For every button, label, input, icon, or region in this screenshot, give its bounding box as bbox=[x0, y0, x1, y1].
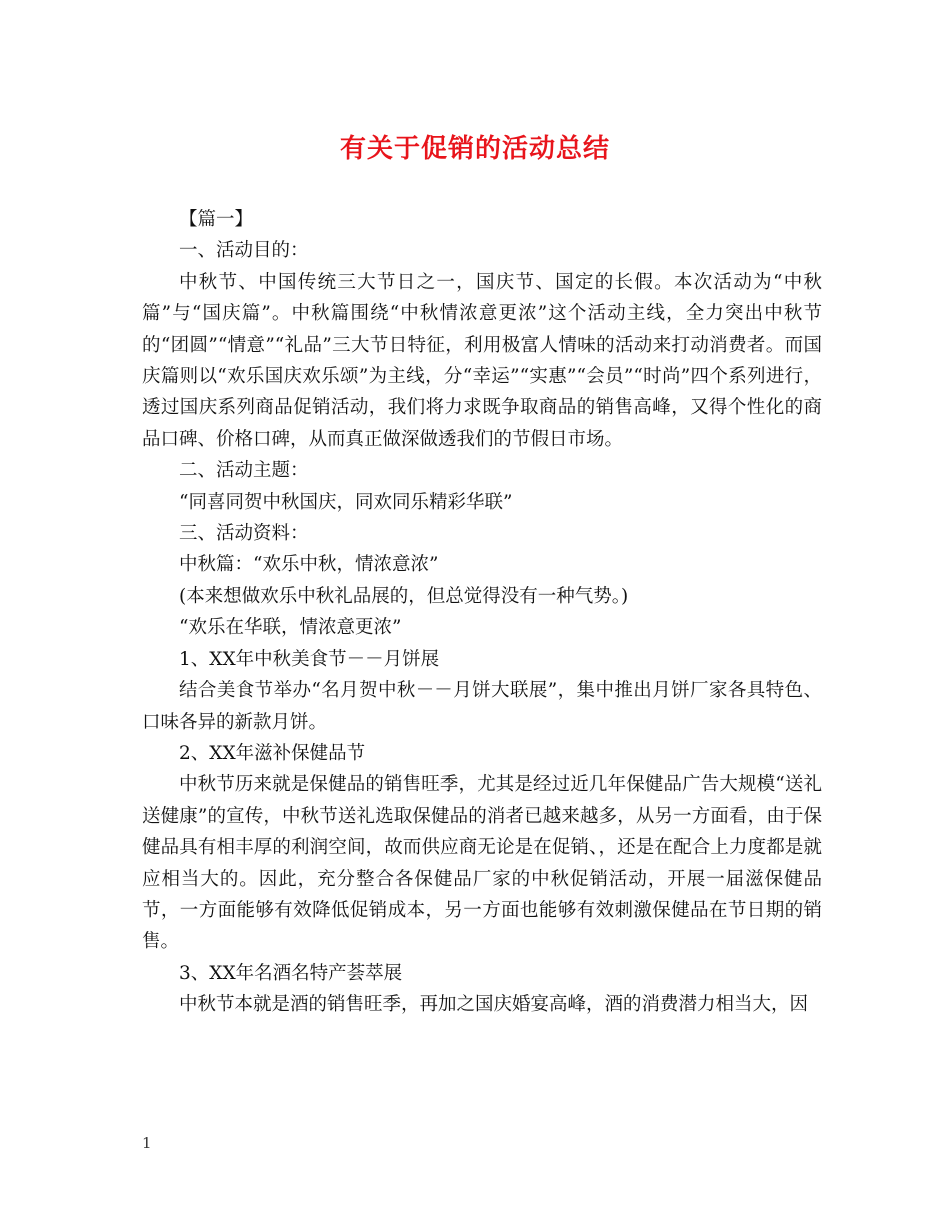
paragraph: 3、XX年名酒名特产荟萃展 bbox=[179, 962, 403, 984]
paragraph: 【篇一】 bbox=[179, 209, 254, 230]
paragraph: 结合美食节举办“名月贺中秋－－月饼大联展”，集中推出月饼厂家各具特色、口味各异的新款月饼。 bbox=[142, 680, 822, 733]
paragraph: 三、活动资料： bbox=[179, 523, 309, 545]
paragraph: 二、活动主题： bbox=[179, 460, 309, 482]
paragraph: “同喜同贺中秋国庆，同欢同乐精彩华联” bbox=[179, 491, 513, 513]
document-title: 有关于促销的活动总结 bbox=[339, 134, 610, 164]
paragraph: 中秋节本就是酒的销售旺季，再加之国庆婚宴高峰，酒的消费潜力相当大，因 bbox=[179, 994, 809, 1016]
paragraph: 中秋节、中国传统三大节日之一，国庆节、国定的长假。本次活动为“中秋篇”与“国庆篇”。中秋篇围绕“中秋情浓意更浓”这个活动主线，全力突出中秋节的“团圆”“情意”“礼品”三大节日特征，利用极富人情味的活动来打动消费者。而国庆篇则以“欢乐国庆欢乐颂”为主线，分“幸运”“实惠”“会员”“时尚”四个系列进行，透过国庆系列商品促销活动，我们将力求既争取商品的销售高峰，又得个性化的商品口碑、价格口碑，从而真正做深做透我们的节假日市场。 bbox=[142, 271, 822, 450]
paragraph: 一、活动目的： bbox=[179, 240, 309, 262]
paragraph: 中秋篇：“欢乐中秋，情浓意浓” bbox=[179, 554, 439, 576]
paragraph: (本来想做欢乐中秋礼品展的，但总觉得没有一种气势。) bbox=[179, 585, 629, 607]
paragraph: “欢乐在华联，情浓意更浓” bbox=[179, 617, 402, 639]
paragraph: 1、XX年中秋美食节－－月饼展 bbox=[179, 648, 440, 670]
paragraph: 中秋节历来就是保健品的销售旺季，尤其是经过近几年保健品广告大规模“送礼送健康”的宣传，中秋节送礼选取保健品的消者已越来越多，从另一方面看，由于保健品具有相丰厚的利润空间，故而供应商无论是在促销、，还是在配合上力度都是就应相当大的。因此，充分整合各保健品厂家的中秋促销活动，开展一届滋保健品节，一方面能够有效降低促销成本，另一方面也能够有效刺激保健品在节日期的销售。 bbox=[142, 774, 822, 953]
document-body bbox=[142, 204, 822, 1021]
paragraph: 2、XX年滋补保健品节 bbox=[179, 742, 366, 764]
page-number: 1 bbox=[142, 1134, 152, 1152]
